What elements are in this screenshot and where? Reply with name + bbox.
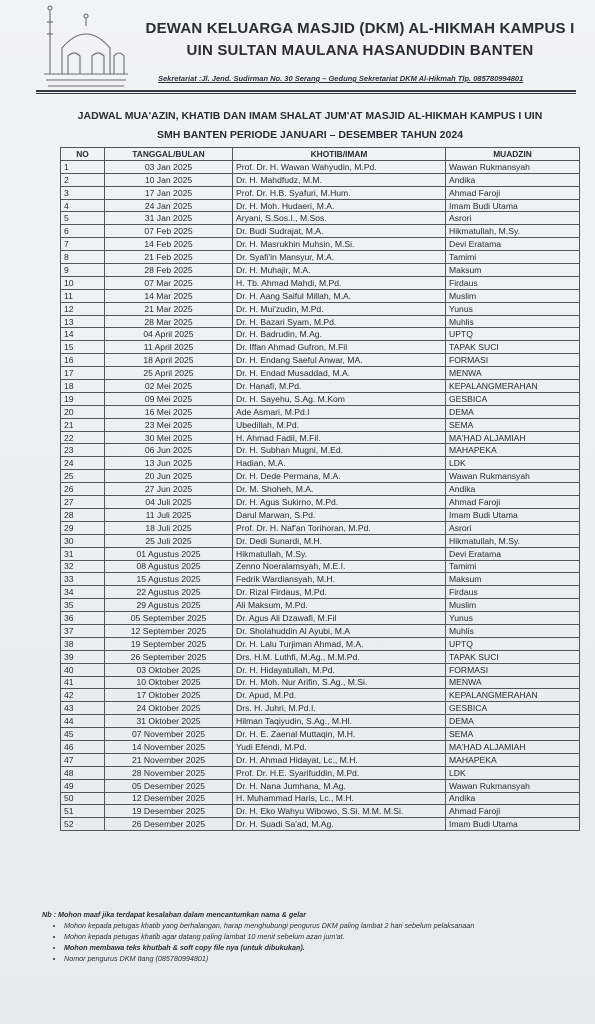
row-muadzin: Devi Eratama [446,238,580,251]
row-number: 1 [61,160,105,173]
row-date: 14 November 2025 [105,740,233,753]
row-khotib-imam: Dr. Budi Sudrajat, M.A. [233,225,446,238]
row-number: 25 [61,470,105,483]
row-muadzin: GESBICA [446,392,580,405]
row-number: 44 [61,715,105,728]
row-khotib-imam: Dr. H. Aang Saiful Millah, M.A. [233,289,446,302]
table-row [61,586,580,599]
table-row [61,818,580,831]
row-number: 42 [61,689,105,702]
row-khotib-imam: Dr. H. Endang Saeful Anwar, MA. [233,354,446,367]
row-number: 11 [61,289,105,302]
row-number: 26 [61,483,105,496]
row-number: 8 [61,251,105,264]
row-muadzin: SEMA [446,728,580,741]
row-muadzin: Devi Eratama [446,547,580,560]
row-date: 17 Jan 2025 [105,186,233,199]
row-khotib-imam: Dr. H. Masrukhin Muhsin, M.Si. [233,238,446,251]
row-date: 21 November 2025 [105,753,233,766]
table-row [61,328,580,341]
row-number: 50 [61,792,105,805]
row-muadzin: MENWA [446,367,580,380]
row-date: 10 Jan 2025 [105,173,233,186]
row-muadzin: Muslim [446,599,580,612]
row-number: 28 [61,508,105,521]
row-khotib-imam: Dr. H. Dede Permana, M.A. [233,470,446,483]
table-row [61,302,580,315]
table-row [61,276,580,289]
row-khotib-imam: Prof. Dr. H.E. Syarifuddin, M.Pd. [233,766,446,779]
row-date: 31 Oktober 2025 [105,715,233,728]
row-khotib-imam: Yudi Efendi, M.Pd. [233,740,446,753]
row-date: 04 Juli 2025 [105,496,233,509]
row-date: 08 Agustus 2025 [105,560,233,573]
row-muadzin: Imam Budi Utama [446,818,580,831]
row-muadzin: Firdaus [446,586,580,599]
row-number: 51 [61,805,105,818]
row-muadzin: Yunus [446,612,580,625]
row-number: 17 [61,367,105,380]
row-number: 10 [61,276,105,289]
row-number: 40 [61,663,105,676]
row-khotib-imam: Drs. H.M. Luthfi, M.Ag., M.M.Pd. [233,650,446,663]
table-row [61,599,580,612]
row-number: 43 [61,702,105,715]
row-muadzin: Andika [446,173,580,186]
row-muadzin: Tamimi [446,251,580,264]
table-row [61,160,580,173]
row-number: 16 [61,354,105,367]
note-item: • Mohon membawa teks khutbah & soft copy file nya (untuk dibukukan). [64,943,582,952]
table-row [61,715,580,728]
row-number: 45 [61,728,105,741]
row-khotib-imam: Dr. Apud, M.Pd. [233,689,446,702]
row-khotib-imam: Prof. Dr. H. Naf'an Torihoran, M.Pd. [233,521,446,534]
table-row [61,573,580,586]
row-muadzin: LDK [446,457,580,470]
row-date: 17 Oktober 2025 [105,689,233,702]
table-row [61,650,580,663]
row-date: 12 Desember 2025 [105,792,233,805]
row-number: 29 [61,521,105,534]
row-date: 16 Mei 2025 [105,405,233,418]
row-date: 28 November 2025 [105,766,233,779]
table-row [61,792,580,805]
row-date: 11 April 2025 [105,341,233,354]
row-khotib-imam: Dr. Dedi Sunardi, M.H. [233,534,446,547]
row-khotib-imam: Dr. H. Moh. Hudaeri, M.A. [233,199,446,212]
notes-section [42,910,582,965]
note-item: • Mohon kepada petugas khatib yang berhalangan, harap menghubungi pengurus DKM paling lambat 2 hari sebelum pelaksanaan [64,921,582,930]
row-date: 30 Mei 2025 [105,431,233,444]
row-muadzin: Andika [446,792,580,805]
row-khotib-imam: Ubedillah, M.Pd. [233,418,446,431]
row-muadzin: Hikmatullah, M.Sy. [446,225,580,238]
row-muadzin: Firdaus [446,276,580,289]
row-number: 46 [61,740,105,753]
row-muadzin: Asrori [446,212,580,225]
row-date: 14 Mar 2025 [105,289,233,302]
row-date: 13 Jun 2025 [105,457,233,470]
row-muadzin: MA'HAD ALJAMIAH [446,740,580,753]
row-muadzin: Hikmatullah, M.Sy. [446,534,580,547]
row-khotib-imam: Dr. H. Bazari Syam, M.Pd. [233,315,446,328]
table-row [61,521,580,534]
row-muadzin: MA'HAD ALJAMIAH [446,431,580,444]
row-number: 19 [61,392,105,405]
row-muadzin: MAHAPEKA [446,444,580,457]
row-khotib-imam: Dr. H. Agus Sukirno, M.Pd. [233,496,446,509]
row-khotib-imam: Drs. H. Juhri, M.Pd.I. [233,702,446,715]
row-date: 28 Mar 2025 [105,315,233,328]
table-row [61,547,580,560]
row-khotib-imam: Aryani, S.Sos.I., M.Sos. [233,212,446,225]
column-header-muadzin: MUADZIN [446,148,580,161]
row-khotib-imam: Dr. H. Suadi Sa'ad, M.Ag. [233,818,446,831]
row-muadzin: Muhlis [446,315,580,328]
table-row [61,728,580,741]
row-muadzin: DEMA [446,405,580,418]
row-date: 02 Mei 2025 [105,380,233,393]
schedule-table-body [61,160,580,830]
header-divider [36,90,576,92]
table-row [61,315,580,328]
row-number: 31 [61,547,105,560]
row-date: 07 November 2025 [105,728,233,741]
row-khotib-imam: Dr. Iffan Ahmad Gufron, M.Fil [233,341,446,354]
row-date: 24 Jan 2025 [105,199,233,212]
table-row [61,624,580,637]
table-row [61,173,580,186]
header-divider-thin [36,93,576,94]
row-number: 52 [61,818,105,831]
table-row [61,392,580,405]
row-khotib-imam: H. Ahmad Fadil, M.Fil. [233,431,446,444]
table-row [61,496,580,509]
table-row [61,199,580,212]
table-row [61,431,580,444]
table-row [61,341,580,354]
row-muadzin: Ahmad Faroji [446,805,580,818]
row-number: 14 [61,328,105,341]
row-date: 07 Feb 2025 [105,225,233,238]
row-muadzin: Muhlis [446,624,580,637]
row-number: 5 [61,212,105,225]
column-header-khotib-imam: KHOTIB/IMAM [233,148,446,161]
row-muadzin: MENWA [446,676,580,689]
organization-name: DEWAN KELUARGA MASJID (DKM) AL-HIKMAH KAMPUS I [145,20,575,37]
row-number: 9 [61,264,105,277]
row-date: 05 September 2025 [105,612,233,625]
row-number: 47 [61,753,105,766]
schedule-table [60,147,580,831]
row-date: 25 April 2025 [105,367,233,380]
row-muadzin: Andika [446,483,580,496]
table-row [61,689,580,702]
table-row [61,444,580,457]
row-date: 07 Mar 2025 [105,276,233,289]
row-muadzin: KEPALANGMERAHAN [446,380,580,393]
row-muadzin: Muslim [446,289,580,302]
row-khotib-imam: Dr. H. Sayehu, S.Ag. M.Kom [233,392,446,405]
row-date: 11 Juli 2025 [105,508,233,521]
row-number: 20 [61,405,105,418]
row-number: 24 [61,457,105,470]
row-muadzin: Asrori [446,521,580,534]
row-khotib-imam: Ali Maksum, M.Pd. [233,599,446,612]
row-khotib-imam: Dr. H. Muhajir, M.A. [233,264,446,277]
row-muadzin: Imam Budi Utama [446,508,580,521]
row-muadzin: Ahmad Faroji [446,496,580,509]
row-date: 15 Agustus 2025 [105,573,233,586]
column-header-no: NO [61,148,105,161]
row-khotib-imam: Dr. H. Badrudin, M.Ag. [233,328,446,341]
row-khotib-imam: Dr. H. Eko Wahyu Wibowo, S.Si. M.M. M.Si. [233,805,446,818]
mosque-logo-icon [40,4,132,88]
row-number: 36 [61,612,105,625]
row-khotib-imam: Dr. H. Subhan Mugni, M.Ed. [233,444,446,457]
note-item: • Nomor pengurus DKM Itang (085780994801) [64,954,582,963]
row-number: 23 [61,444,105,457]
row-khotib-imam: Dr. Sholahuddin Al Ayubi, M.A [233,624,446,637]
table-row [61,225,580,238]
row-khotib-imam: Dr. H. Endad Musaddad, M.A. [233,367,446,380]
row-muadzin: UPTQ [446,637,580,650]
row-number: 30 [61,534,105,547]
row-number: 15 [61,341,105,354]
table-row [61,289,580,302]
row-muadzin: Wawan Rukmansyah [446,470,580,483]
row-date: 20 Jun 2025 [105,470,233,483]
row-date: 03 Oktober 2025 [105,663,233,676]
row-khotib-imam: Dr. H. Mahdfudz, M.M. [233,173,446,186]
table-row [61,508,580,521]
row-date: 09 Mei 2025 [105,392,233,405]
row-date: 10 Oktober 2025 [105,676,233,689]
note-item: • Mohon kepada petugas khatib agar datang paling lambat 10 menit sebelum azan jum'at. [64,932,582,941]
row-date: 26 Desember 2025 [105,818,233,831]
secretariat-address: Sekretariat :Jl. Jend. Sudirman No. 30 Serang – Gedung Sekretariat DKM Al-Hikmah Tlp. 085780994801 [158,74,524,83]
row-khotib-imam: H. Muhammad Haris, Lc., M.H. [233,792,446,805]
row-muadzin: UPTQ [446,328,580,341]
row-date: 18 Juli 2025 [105,521,233,534]
row-date: 26 September 2025 [105,650,233,663]
row-date: 03 Jan 2025 [105,160,233,173]
row-muadzin: Yunus [446,302,580,315]
row-khotib-imam: Zenno Noeralamsyah, M.E.I. [233,560,446,573]
notes-nb: Nb : Mohon maaf jika terdapat kesalahan dalam mencantumkan nama & gelar [42,910,307,919]
row-khotib-imam: Prof. Dr. H. Wawan Wahyudin, M.Pd. [233,160,446,173]
row-number: 34 [61,586,105,599]
table-row [61,676,580,689]
row-date: 19 Desember 2025 [105,805,233,818]
row-number: 22 [61,431,105,444]
row-number: 27 [61,496,105,509]
table-row [61,805,580,818]
row-khotib-imam: Hadian, M.A. [233,457,446,470]
row-number: 18 [61,380,105,393]
row-khotib-imam: Dr. Rizal Firdaus, M.Pd. [233,586,446,599]
row-muadzin: Imam Budi Utama [446,199,580,212]
row-muadzin: Wawan Rukmansyah [446,160,580,173]
table-row [61,418,580,431]
table-row [61,637,580,650]
row-khotib-imam: Dr. H. E. Zaenal Muttaqin, M.H. [233,728,446,741]
row-number: 2 [61,173,105,186]
table-row [61,740,580,753]
row-number: 13 [61,315,105,328]
row-date: 01 Agustus 2025 [105,547,233,560]
row-khotib-imam: Hikmatullah, M.Sy. [233,547,446,560]
table-row [61,212,580,225]
row-muadzin: MAHAPEKA [446,753,580,766]
table-row [61,380,580,393]
row-muadzin: FORMASI [446,354,580,367]
row-number: 49 [61,779,105,792]
table-row [61,779,580,792]
row-number: 12 [61,302,105,315]
row-muadzin: GESBICA [446,702,580,715]
row-date: 22 Agustus 2025 [105,586,233,599]
row-date: 12 September 2025 [105,624,233,637]
table-row [61,560,580,573]
row-khotib-imam: Dr. H. Nana Jumhana, M.Ag. [233,779,446,792]
table-row [61,753,580,766]
row-muadzin: Maksum [446,573,580,586]
row-date: 28 Feb 2025 [105,264,233,277]
table-row [61,663,580,676]
row-muadzin: TAPAK SUCI [446,341,580,354]
table-row [61,766,580,779]
row-date: 19 September 2025 [105,637,233,650]
row-khotib-imam: Fedrik Wardiansyah, M.H. [233,573,446,586]
row-date: 29 Agustus 2025 [105,599,233,612]
row-number: 48 [61,766,105,779]
row-muadzin: DEMA [446,715,580,728]
row-number: 4 [61,199,105,212]
row-muadzin: Maksum [446,264,580,277]
row-date: 18 April 2025 [105,354,233,367]
row-muadzin: SEMA [446,418,580,431]
schedule-title-line2: SMH BANTEN PERIODE JANUARI – DESEMBER TAHUN 2024 [156,129,464,141]
row-muadzin: KEPALANGMERAHAN [446,689,580,702]
row-number: 41 [61,676,105,689]
row-number: 32 [61,560,105,573]
row-date: 21 Mar 2025 [105,302,233,315]
row-number: 6 [61,225,105,238]
table-row [61,367,580,380]
table-row [61,405,580,418]
row-date: 06 Jun 2025 [105,444,233,457]
table-row [61,702,580,715]
row-khotib-imam: Dr. Syafi'in Mansyur, M.A. [233,251,446,264]
row-khotib-imam: Ade Asmari, M.Pd.I [233,405,446,418]
column-header-date: TANGGAL/BULAN [105,148,233,161]
row-khotib-imam: Dr. H. Mui'zudin, M.Pd. [233,302,446,315]
table-row [61,612,580,625]
row-khotib-imam: Dr. H. Ahmad Hidayat, Lc., M.H. [233,753,446,766]
table-row [61,186,580,199]
row-number: 37 [61,624,105,637]
schedule-title-line1: JADWAL MUA'AZIN, KHATIB DAN IMAM SHALAT JUM'AT MASJID AL-HIKMAH KAMPUS I UIN [77,110,543,122]
row-khotib-imam: Dr. M. Shoheh, M.A. [233,483,446,496]
row-muadzin: FORMASI [446,663,580,676]
row-number: 7 [61,238,105,251]
table-row [61,264,580,277]
row-khotib-imam: Dr. H. Moh. Nur Arifin, S.Ag., M.Si. [233,676,446,689]
row-date: 21 Feb 2025 [105,251,233,264]
row-muadzin: Wawan Rukmansyah [446,779,580,792]
row-number: 3 [61,186,105,199]
table-row [61,483,580,496]
row-number: 33 [61,573,105,586]
row-khotib-imam: Dr. Hanafi, M.Pd. [233,380,446,393]
row-date: 27 Jun 2025 [105,483,233,496]
row-khotib-imam: Dr. H. Lalu Turjiman Ahmad, M.A. [233,637,446,650]
row-date: 24 Oktober 2025 [105,702,233,715]
row-date: 04 April 2025 [105,328,233,341]
university-name: UIN SULTAN MAULANA HASANUDDIN BANTEN [186,42,534,59]
row-date: 25 Juli 2025 [105,534,233,547]
row-number: 21 [61,418,105,431]
table-row [61,470,580,483]
table-row [61,251,580,264]
row-number: 39 [61,650,105,663]
row-date: 23 Mei 2025 [105,418,233,431]
row-number: 38 [61,637,105,650]
row-muadzin: Tamimi [446,560,580,573]
table-row [61,457,580,470]
row-muadzin: TAPAK SUCI [446,650,580,663]
row-date: 14 Feb 2025 [105,238,233,251]
row-number: 35 [61,599,105,612]
row-khotib-imam: Prof. Dr. H.B. Syafuri, M.Hum. [233,186,446,199]
row-khotib-imam: Dr. H. Hidayatullah, M.Pd. [233,663,446,676]
table-row [61,354,580,367]
row-khotib-imam: Darul Marwan, S.Pd. [233,508,446,521]
row-muadzin: LDK [446,766,580,779]
table-row [61,238,580,251]
table-header-row [61,148,580,161]
table-row [61,534,580,547]
row-muadzin: Ahmad Faroji [446,186,580,199]
row-date: 05 Desember 2025 [105,779,233,792]
notes-list [42,921,582,963]
row-khotib-imam: Hilman Taqiyudin, S.Ag., M.Hl. [233,715,446,728]
row-khotib-imam: H. Tb. Ahmad Mahdi, M.Pd. [233,276,446,289]
row-khotib-imam: Dr. Agus Ali Dzawafi, M.Fil [233,612,446,625]
row-date: 31 Jan 2025 [105,212,233,225]
